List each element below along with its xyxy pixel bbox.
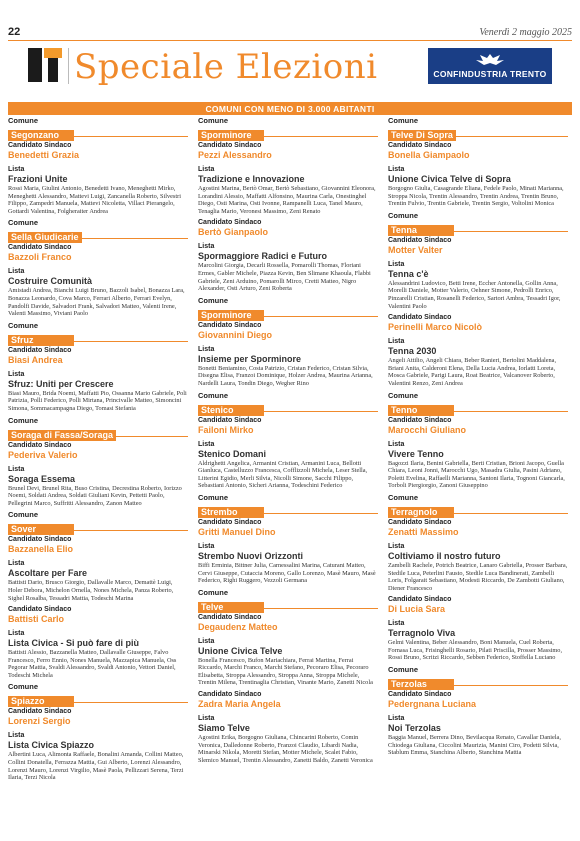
candidate-name: Marocchi Giuliano bbox=[388, 424, 467, 435]
list-name: Lista Civica Spiazzo bbox=[8, 740, 95, 751]
candidate-label: Candidato Sindaco bbox=[388, 518, 452, 526]
comune-name: Telve bbox=[198, 602, 264, 613]
logo-block-right bbox=[48, 58, 58, 82]
comune-name: Stenico bbox=[198, 405, 264, 416]
candidate-name: Giovannini Diego bbox=[198, 329, 273, 340]
comune-name-row bbox=[8, 691, 188, 707]
comune-block bbox=[198, 116, 378, 293]
list-members: Angeli Attilio, Angeli Chiara, Beber Ranieri, Bertolini Maddalena, Briani Anita, Calderoni Elena, Della Lucia Andrea, Iorlatti Loreta, Mosca Gabriele, Parigi Laura, Roat Beatrice, Valcanover Roberto, Valentini Renzo, Zeni Andrea bbox=[388, 357, 557, 387]
comune-block bbox=[198, 588, 378, 765]
list-name: Noi Terzolas bbox=[388, 723, 441, 734]
candidate-label: Candidato Sindaco bbox=[8, 346, 72, 354]
candidate-name: Perinelli Marco Nicolò bbox=[388, 322, 483, 333]
list-members: Biasi Mauro, Brida Noemi, Maffatti Pio, Ossanna Mario Gabriele, Poli Patrizia, Polli Federico, Polli Mirtana, Princivalle Matteo, Simoncini Simona, Sommacampagna Diego, Tomasi Stefania bbox=[8, 389, 187, 412]
candidate-name: Motter Valter bbox=[388, 244, 443, 255]
list-name: Ascoltare per Fare bbox=[8, 568, 88, 579]
list-members: Agostini Marina, Bertò Omar, Bertò Sebastiano, Giovannini Eleonora, Lorandini Alessio, Maffatti Alfonsino, Maurina Carla, Onestinghel Diego, Osti Marina, Osti Ivonne, Rampanelli Luca, Tanel Mauro, Tenaglia Mario, Veronesi Massimo, Zeni Renato bbox=[198, 185, 376, 215]
comune-name: Strembo bbox=[198, 507, 264, 518]
column-1 bbox=[8, 116, 188, 785]
list-label: Lista bbox=[388, 715, 405, 723]
comune-label: Comune bbox=[388, 390, 418, 400]
candidate-name: Bonella Giampaolo bbox=[388, 150, 470, 160]
list-label: Lista bbox=[8, 560, 25, 568]
candidate-label: Candidato Sindaco bbox=[8, 142, 72, 149]
comune-label: Comune bbox=[8, 116, 38, 125]
candidate-label: Candidato Sindaco bbox=[8, 536, 72, 544]
candidate-name: Gritti Manuel Dino bbox=[198, 526, 276, 537]
candidate-name: Bertò Gianpaolo bbox=[198, 227, 269, 238]
logo-block-accent bbox=[44, 48, 62, 58]
comune-block bbox=[8, 116, 188, 215]
list-name: Coltiviamo il nostro futuro bbox=[388, 550, 501, 561]
candidate-name: Pederiva Valerio bbox=[8, 449, 78, 460]
list-label: Lista bbox=[388, 440, 405, 448]
comune-name-row bbox=[198, 305, 378, 320]
candidate-name: Lorenzi Sergio bbox=[8, 716, 71, 727]
comune-name-row bbox=[8, 425, 188, 440]
candidate-label: Candidato Sindaco bbox=[198, 321, 262, 329]
candidate-name: Biasi Andrea bbox=[8, 354, 63, 365]
comune-name: Sporminore bbox=[198, 130, 264, 141]
candidate-label: Candidato Sindaco bbox=[198, 416, 262, 424]
list-label: Lista bbox=[198, 542, 215, 550]
list-name: Tenna 2030 bbox=[388, 346, 437, 357]
list-members: Battisti Alessio, Bazzanella Matteo, Dallavalle Giuseppe, Falvo Francesco, Ferro Ennio, Nones Manuela, Mazzapica Manuela, Oss Pegorar Mattia, Svaldi Alessandro, Svaldi Antonio, Vettori Daniel, Todeschi Michela bbox=[8, 649, 177, 679]
newspaper-logo bbox=[28, 48, 62, 82]
list-label: Lista bbox=[198, 243, 215, 251]
comune-name: Tenno bbox=[388, 405, 454, 416]
list-name: Siamo Telve bbox=[198, 723, 250, 734]
header-rule bbox=[8, 40, 572, 41]
list-members: Zambelli Rachele, Potrich Beatrice, Lanaro Gabriella, Prosser Barbara, Stedile Luca, Peterlini Fausto, Stedile Luca Bandinerati, Zambelli Loris, Folgarait Sebastiano, Modesti Riccardo, De Zambotti Giuliano, Diener Francesco bbox=[388, 561, 568, 592]
comune-name: Segonzano bbox=[8, 130, 74, 141]
comune-name-row bbox=[388, 220, 568, 235]
comune-block bbox=[388, 116, 568, 208]
candidate-label: Candidato Sindaco bbox=[198, 142, 262, 149]
comune-name-row bbox=[388, 674, 568, 690]
list-members: Agostini Erika, Borgogno Giuliana, Chincarini Roberto, Comin Veronica, Dalledonne Roberto, Franzoi Claudio, Libardi Nadia, Minarski Nikola, Moretti Stefan, Motter Michele, Scalet Fabio, Slemico Manuel, Trentin Alessandro, Zanetti Baldo, Zanetti Veronica bbox=[198, 734, 373, 764]
comune-name: Terzolas bbox=[388, 679, 454, 690]
candidate-label: Candidato Sindaco bbox=[198, 613, 262, 621]
list-name: Tradizione e Innovazione bbox=[198, 174, 305, 184]
list-members: Biffi Erminia, Bittner Julia, Carnessalini Marina, Caturani Matteo, Cervi Giuseppe, Cutaccia Moreno, Gallo Lorenzo, Masè Mauro, Masè Federico, Righi Ruggero, Vezzoli Germana bbox=[198, 561, 376, 585]
logo-block-left bbox=[28, 48, 42, 82]
comune-name-row bbox=[8, 330, 188, 345]
comune-label: Comune bbox=[388, 665, 418, 675]
comune-label: Comune bbox=[8, 510, 38, 520]
page-header bbox=[0, 0, 580, 114]
comune-block bbox=[388, 665, 568, 757]
sponsor-name: CONFINDUSTRIA TRENTO bbox=[433, 69, 547, 79]
comune-block bbox=[8, 682, 188, 781]
candidate-label: Candidato Sindaco bbox=[8, 244, 72, 252]
list-label: Lista bbox=[8, 268, 25, 276]
list-name: Strembo Nuovi Orizzonti bbox=[198, 550, 304, 561]
candidate-label: Candidato Sindaco bbox=[388, 142, 452, 149]
list-members: Gelmi Valentina, Beber Alessandro, Boni Manuela, Cuel Roberta, Fornasa Luca, Frisinghelli Rosario, Pilati Priscilla, Prosser Massimo, Rossi Bruno, Scritzi Riccardo, Sebben Federico, Stoffella Luciano bbox=[388, 639, 563, 662]
list-members: Baggia Manuel, Berrera Dino, Bevilacqua Renato, Cavallar Daniela, Chiodega Giuliana, Ciccolini Maurizia, Manini Ciro, Podetti Silvia, Stablum Emma, Stanchina Alberto, Stanchina Mattia bbox=[388, 734, 561, 757]
issue-date: Venerdì 2 maggio 2025 bbox=[479, 27, 572, 38]
comune-label: Comune bbox=[388, 210, 418, 220]
comune-name: Sfruz bbox=[8, 335, 74, 346]
list-members: Alessandrini Ludovico, Betti Irene, Eccher Antonella, Gollin Anna, Morelli Daniele, Motter Valerio, Oehner Simone, Pedrolli Enrico, Pinzarelli Cristian, Rosanelli Federico, Sartori Ambra, Tessadri Igor, Valentini Paolo bbox=[388, 279, 561, 310]
column-3 bbox=[388, 116, 568, 760]
list-members: Bonella Francesco, Bufon Mariachiara, Ferrai Martina, Ferrai Riccardo, Marchi Franco, Marchi Stefano, Pecoraro Elisa, Pecoraro Elisabetta, Stroppa Alessandro, Stroppa Anna, Stroppa Michele, Trentin Milena, Trentinaglia Christian, Vinante Mario, Zanetti Nicola bbox=[198, 656, 373, 687]
comune-name-row bbox=[388, 400, 568, 415]
eagle-emblem-icon bbox=[470, 52, 510, 68]
comune-label: Comune bbox=[8, 320, 38, 330]
candidate-label: Candidato Sindaco bbox=[388, 416, 452, 424]
comune-name-row bbox=[198, 400, 378, 415]
page-number: 22 bbox=[8, 26, 21, 38]
list-label: Lista bbox=[8, 370, 25, 378]
candidate-name: Bazzoli Franco bbox=[8, 252, 72, 263]
candidate-label: Candidato Sindaco bbox=[8, 606, 72, 614]
list-name: Vivere Tenno bbox=[388, 448, 444, 459]
comune-label: Comune bbox=[198, 390, 228, 400]
candidate-label: Candidato Sindaco bbox=[388, 691, 452, 699]
candidate-name: Bazzanella Elio bbox=[8, 544, 74, 555]
comune-name: Spiazzo bbox=[8, 696, 74, 707]
list-name: Tenna c'è bbox=[388, 268, 429, 279]
candidate-label: Candidato Sindaco bbox=[198, 691, 262, 699]
comune-label: Comune bbox=[8, 415, 38, 425]
comune-name: Sporminore bbox=[198, 310, 264, 321]
list-label: Lista bbox=[388, 542, 405, 550]
list-members: Borgogno Giulia, Casagrande Eliana, Fedele Paolo, Minati Marianna, Stroppa Nicola, Trentin Alessandro, Trentin Andrea, Trentin Bruno, Trentin Fulvio, Trentin Gabriele, Trentin Sergio, Voltolini Monica bbox=[388, 185, 564, 208]
candidate-name: Pedergnana Luciana bbox=[388, 699, 477, 710]
candidate-label: Candidato Sindaco bbox=[388, 236, 452, 244]
comune-block bbox=[388, 493, 568, 662]
list-members: Brunel Devi, Brunel Rita, Buso Cristina, Decrestina Roberto, Iorizzo Noemi, Soldati Andrea, Soldati Giuliani Kevin, Pettetti Paolo, Pellegrini Marco, Suffritti Alessandro, Zanon Matteo bbox=[8, 484, 182, 507]
comune-block bbox=[198, 391, 378, 490]
list-label: Lista bbox=[198, 345, 215, 353]
list-label: Lista bbox=[8, 732, 25, 740]
list-members: Rossi Maria, Giulini Antonio, Benedetti Ivano, Meneghetti Mirko, Meneghetti Alessandro, Mattevi Luigi, Zancanella Roberto, Silvestri Filippo, Zampedri Manuela, Mattevi Nicoletta, Villaci Pierangelo, Gottardi Valentina, Folgheraiter Andrea bbox=[8, 185, 181, 215]
comune-block bbox=[8, 218, 188, 317]
list-label: Lista bbox=[8, 465, 25, 473]
comune-name-row bbox=[8, 125, 188, 140]
list-name: Soraga Essema bbox=[8, 473, 76, 484]
list-members: Aldrighetti Angelica, Armanini Cristian, Armanini Luca, Bellotti Gianluca, Castelluzzo Francesca, Cofflizzoli Michela, Leser Stella, Litterini Egidio, Merli Silvia, Nicolli Simone, Sacchi Filippo, Sebastiani Antonio, Sicheri Arianna, Todeschini Federico bbox=[198, 459, 368, 490]
comune-name: Tenna bbox=[388, 225, 454, 236]
list-members: Bagozzi Ilaria, Benini Gabriella, Berti Cristian, Brioni Jacopo, Guella Chiara, Leoni Jonni, Marocchi Ugo, Masadra Giulia, Pasini Adriano, Poletti Evelina, Raffaelli Marianna, Santoni Ilaria, Tognoni Giancarla, Torboli Piergiorgio, Zanoni Giuseppino bbox=[388, 459, 565, 490]
comune-label: Comune bbox=[198, 587, 228, 597]
candidate-name: Zadra Maria Angela bbox=[198, 699, 281, 710]
list-members: Amistadi Andrea, Bianchi Luigi Bruno, Bazzoli Isabel, Bonazza Lara, Bonazza Leonardo, Cova Marco, Ferrari Alberto, Ferrari Evelyn, Pandolfi Davide, Salvadori Frank, Salvadori Matteo, Valenti Irene, Valenti Massimo, Viviani Paolo bbox=[8, 287, 185, 318]
list-members: Marcolini Giorgia, Decarli Rossella, Pomarolli Thomas, Floriani Ermes, Gabler Michele, Piazza Kevin, Ben Slimane Khaoula, Flabbi Gabriele, Zeni Arduino, Pomarolli Mirco, Cretti Matteo, Nigro Alexander, Osti Arturo, Zeni Roberta bbox=[198, 262, 371, 293]
comune-name: Terragnolo bbox=[388, 507, 454, 518]
list-name: Unione Civica Telve bbox=[198, 645, 283, 656]
comune-label: Comune bbox=[198, 295, 228, 305]
list-name: Stenico Domani bbox=[198, 448, 267, 459]
comune-label: Comune bbox=[8, 218, 38, 228]
list-label: Lista bbox=[198, 166, 215, 173]
comune-block bbox=[8, 321, 188, 413]
comune-name-row bbox=[198, 502, 378, 517]
comune-name: Sella Giudicarie bbox=[8, 232, 82, 243]
comune-label: Comune bbox=[8, 682, 38, 692]
title-divider bbox=[68, 48, 69, 84]
comune-block bbox=[8, 605, 188, 679]
list-name: Insieme per Sporminore bbox=[198, 353, 302, 364]
list-name: Lista Civica - Si può fare di più bbox=[8, 638, 140, 649]
list-name: Frazioni Unite bbox=[8, 174, 68, 184]
comune-name: Soraga di Fassa/Soraga bbox=[8, 430, 116, 441]
list-label: Lista bbox=[198, 715, 215, 723]
candidate-label: Candidato Sindaco bbox=[198, 219, 262, 227]
candidate-label: Candidato Sindaco bbox=[8, 441, 72, 449]
comune-label: Comune bbox=[198, 492, 228, 502]
comune-name-row bbox=[388, 502, 568, 517]
candidate-name: Degaudenz Matteo bbox=[198, 621, 278, 632]
list-name: Spormaggiore Radici e Futuro bbox=[198, 251, 328, 262]
comune-block bbox=[198, 493, 378, 585]
section-band: COMUNI CON MENO DI 3.000 ABITANTI bbox=[8, 103, 572, 115]
column-2 bbox=[198, 116, 378, 767]
candidate-name: Benedetti Grazia bbox=[8, 150, 80, 160]
list-label: Lista bbox=[388, 166, 405, 173]
list-label: Lista bbox=[198, 637, 215, 645]
candidate-name: Zenatti Massimo bbox=[388, 526, 459, 537]
list-label: Lista bbox=[8, 630, 25, 638]
comune-block bbox=[8, 416, 188, 508]
list-members: Battisti Dario, Brusco Giorgio, Dallavalle Marco, Demattè Luigi, Holer Debora, Michelon Ornella, Nones Michela, Panza Roberto, Sighel Rosalba, Tessadri Mattia, Todeschi Marina bbox=[8, 579, 174, 602]
candidate-name: Pezzi Alessandro bbox=[198, 150, 272, 160]
list-label: Lista bbox=[388, 260, 405, 268]
comune-name-row bbox=[8, 519, 188, 535]
list-label: Lista bbox=[388, 338, 405, 346]
candidate-label: Candidato Sindaco bbox=[8, 708, 72, 716]
comune-name-row bbox=[388, 125, 568, 140]
list-name: Terragnolo Viva bbox=[388, 628, 456, 639]
comune-block bbox=[388, 211, 568, 388]
candidate-label: Candidato Sindaco bbox=[388, 596, 452, 604]
candidate-name: Battisti Carlo bbox=[8, 614, 65, 625]
list-members: Bonetti Beniamino, Costa Patrizio, Cristan Federico, Cristan Silvia, Disegna Elisa, Franzoi Dominique, Holzer Andrea, Maurina Arianna, Nardelli Laura, Tondin Diego, Wegher Rino bbox=[198, 364, 373, 387]
list-label: Lista bbox=[388, 620, 405, 628]
sponsor-box bbox=[428, 48, 552, 84]
comune-name-row bbox=[198, 125, 378, 140]
candidate-label: Candidato Sindaco bbox=[388, 314, 452, 322]
comune-label: Comune bbox=[198, 116, 228, 125]
candidate-name: Failoni Mirko bbox=[198, 424, 254, 435]
comune-name: Sover bbox=[8, 524, 74, 535]
comune-name-row bbox=[198, 597, 378, 612]
candidate-name: Di Lucia Sara bbox=[388, 604, 446, 615]
comune-block bbox=[198, 296, 378, 388]
comune-name-row bbox=[8, 227, 188, 243]
comune-name: Telve Di Sopra bbox=[388, 130, 456, 141]
list-label: Lista bbox=[198, 440, 215, 448]
list-name: Unione Civica Telve di Sopra bbox=[388, 174, 511, 184]
list-name: Costruire Comunità bbox=[8, 276, 93, 287]
candidate-label: Candidato Sindaco bbox=[198, 518, 262, 526]
comune-block bbox=[8, 510, 188, 602]
comune-label: Comune bbox=[388, 116, 418, 125]
list-name: Sfruz: Uniti per Crescere bbox=[8, 378, 114, 389]
section-title: Speciale Elezioni bbox=[74, 47, 378, 87]
comune-label: Comune bbox=[388, 492, 418, 502]
comune-block bbox=[388, 391, 568, 490]
list-members: Albertini Luca, Alimonta Raffaele, Bonalini Amanda, Collini Matteo, Collini Donatella, Ferrazza Mattia, Gui Alberto, Lorenzi Alessandro, Lorenzi Mauro, Lorenzi Virgilio, Masè Paola, Pellizzari Serena, Terzi Ilaria, Terzi Nicola bbox=[8, 751, 184, 782]
list-label: Lista bbox=[8, 166, 25, 173]
